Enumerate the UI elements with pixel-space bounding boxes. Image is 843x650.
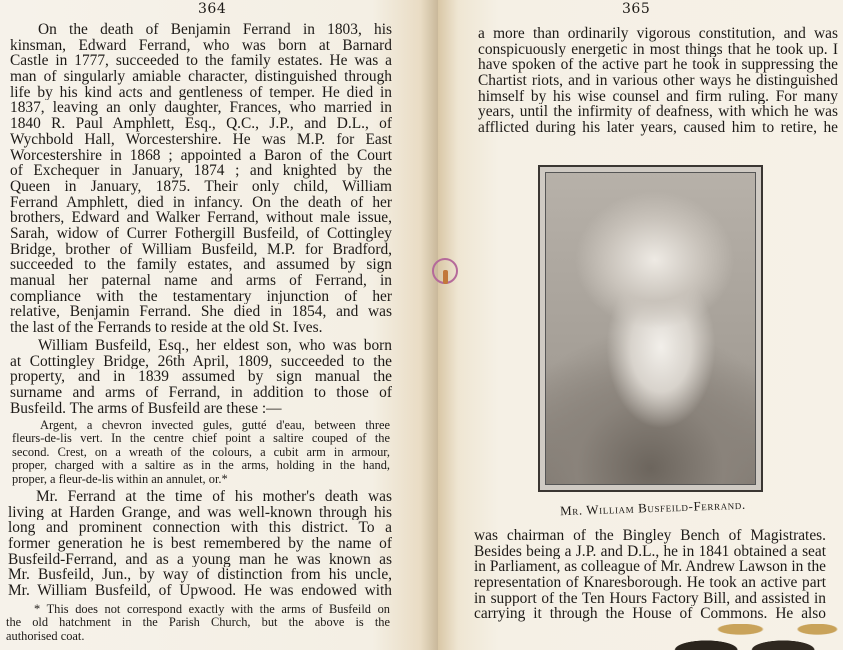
text-line: brothers, Edward and Walker Ferrand, without male issue, bbox=[10, 210, 392, 226]
text-line: Mr. Ferrand at the time of his mother's death was bbox=[36, 489, 392, 505]
text-line: was chairman of the Bingley Bench of Magistrates. bbox=[474, 528, 826, 544]
paragraph bbox=[10, 338, 392, 416]
paragraph bbox=[478, 26, 838, 136]
text-line: surname and arms of Ferrand, in addition to those of bbox=[10, 385, 392, 401]
text-line: Sarah, widow of Currer Fothergill Busfeild, of Cottingley bbox=[10, 225, 392, 242]
text-line: Busfeild. The arms of Busfeild are these :— bbox=[10, 400, 282, 417]
text-line: the old hatchment in the Parish Church, but the above is the bbox=[6, 616, 390, 630]
text-line: fleurs-de-lis vert. In the centre chief point a saltire couped of the bbox=[12, 432, 390, 446]
text-line: succeeded to the family estates, and assumed by sign bbox=[10, 257, 392, 273]
text-line: years, until the infirmity of deafness, with which he was bbox=[478, 104, 838, 121]
text-line: in Parliament, as colleague of Mr. Andrew Lawson in the bbox=[474, 559, 826, 576]
text-line: carrying it through the House of Commons. He also bbox=[474, 606, 826, 623]
text-line: have spoken of the active part he took in suppressing the bbox=[478, 57, 838, 74]
text-line: long and prominent connection with this district. To a bbox=[8, 520, 392, 537]
paragraph bbox=[10, 22, 392, 336]
page-number: 365 bbox=[622, 1, 651, 17]
portrait-caption: Mr. William Busfeild-Ferrand. bbox=[559, 496, 746, 519]
text-line: property, and in 1839 assumed by sign manual the bbox=[10, 369, 392, 386]
text-line: Besides being a J.P. and D.L., he in 1841 obtained a seat bbox=[474, 543, 826, 560]
paragraph bbox=[474, 528, 826, 622]
text-line: kinsman, Edward Ferrand, who was born at Barnard bbox=[10, 37, 392, 54]
text-line: proper, a fleur-de-lis within an annulet, or.* bbox=[12, 472, 228, 486]
foreground-objects bbox=[672, 624, 843, 650]
text-line: Worcestershire in 1868 ; appointed a Baron of the Court bbox=[10, 147, 392, 164]
cursor-marker-icon bbox=[432, 258, 458, 284]
text-line: living at Harden Grange, and was well-known through his bbox=[8, 504, 392, 521]
text-line: Busfeild-Ferrand, and as a young man he was known as bbox=[8, 551, 392, 568]
text-line: compliance with the testamentary injunction of her bbox=[10, 288, 392, 305]
portrait-photo bbox=[538, 165, 763, 492]
text-line: relative, Benjamin Ferrand. She died in 1854, and was bbox=[10, 304, 392, 321]
text-line: Mr. Busfeild, Jun., by way of distinction from his uncle, bbox=[8, 567, 392, 584]
text-line: 1840 R. Paul Amphlett, Esq., Q.C., J.P., and D.L., of bbox=[10, 116, 392, 132]
text-line: the last of the Ferrands to reside at the old St. Ives. bbox=[10, 320, 323, 336]
blazon-paragraph bbox=[12, 419, 390, 486]
text-line: Ferrand Amphlett, died in infancy. On the death of her bbox=[10, 194, 392, 211]
text-line: of Exchequer in January, 1874 ; and knighted by the bbox=[10, 163, 392, 179]
portrait-image bbox=[545, 172, 756, 485]
text-line: manual her paternal name and arms of Ferrand, in bbox=[10, 273, 392, 289]
text-line: second. Crest, on a wreath of the colours, a cubit arm in armour, bbox=[12, 445, 390, 459]
text-line: Castle in 1777, succeeded to the family estates. He was a bbox=[10, 53, 392, 70]
text-line: conspicuously energetic in most things that he took up. I bbox=[478, 41, 838, 58]
text-line: 1837, leaving an only daughter, Frances, who married in bbox=[10, 100, 392, 117]
text-line: afflicted during his later years, caused him to retire, he bbox=[478, 120, 838, 136]
text-line: Queen in January, 1875. Their only child, William bbox=[10, 178, 392, 195]
text-line: proper, charged with a saltire as in the arms, holding in the hand, bbox=[12, 459, 390, 473]
page-number: 364 bbox=[198, 1, 227, 17]
text-line: authorised coat. bbox=[6, 629, 85, 643]
footnote bbox=[6, 603, 390, 643]
text-line: man of singularly amiable character, distinguished through bbox=[10, 69, 392, 85]
text-line: * This does not correspond exactly with the arms of Busfeild on bbox=[34, 603, 390, 616]
text-line: Mr. William Busfeild, of Upwood. He was endowed with bbox=[8, 583, 392, 599]
text-line: On the death of Benjamin Ferrand in 1803, his bbox=[38, 22, 392, 38]
paragraph bbox=[8, 489, 392, 599]
text-line: in support of the Ten Hours Factory Bill, and assisted in bbox=[474, 590, 826, 607]
text-line: Argent, a chevron invected gules, gutté d'eau, between three bbox=[40, 419, 390, 432]
text-line: representation of Knaresborough. He took an active part bbox=[474, 575, 826, 591]
text-line: himself by his wise counsel and firm ruling. For many bbox=[478, 88, 838, 105]
text-line: life by his kind acts and gentleness of temper. He died in bbox=[10, 84, 392, 101]
text-line: a more than ordinarily vigorous constitution, and was bbox=[478, 26, 838, 42]
text-line: William Busfeild, Esq., her eldest son, who was born bbox=[38, 338, 392, 354]
text-line: Bridge, brother of William Busfeild, M.P. for Bradford, bbox=[10, 241, 392, 258]
text-line: former generation he is best remembered by the name of bbox=[8, 536, 392, 552]
text-line: Wychbold Hall, Worcestershire. He was M.P. for East bbox=[10, 131, 392, 148]
text-line: Chartist riots, and in various other ways he distinguished bbox=[478, 73, 838, 89]
text-line: at Cottingley Bridge, 26th April, 1809, succeeded to the bbox=[10, 353, 392, 370]
